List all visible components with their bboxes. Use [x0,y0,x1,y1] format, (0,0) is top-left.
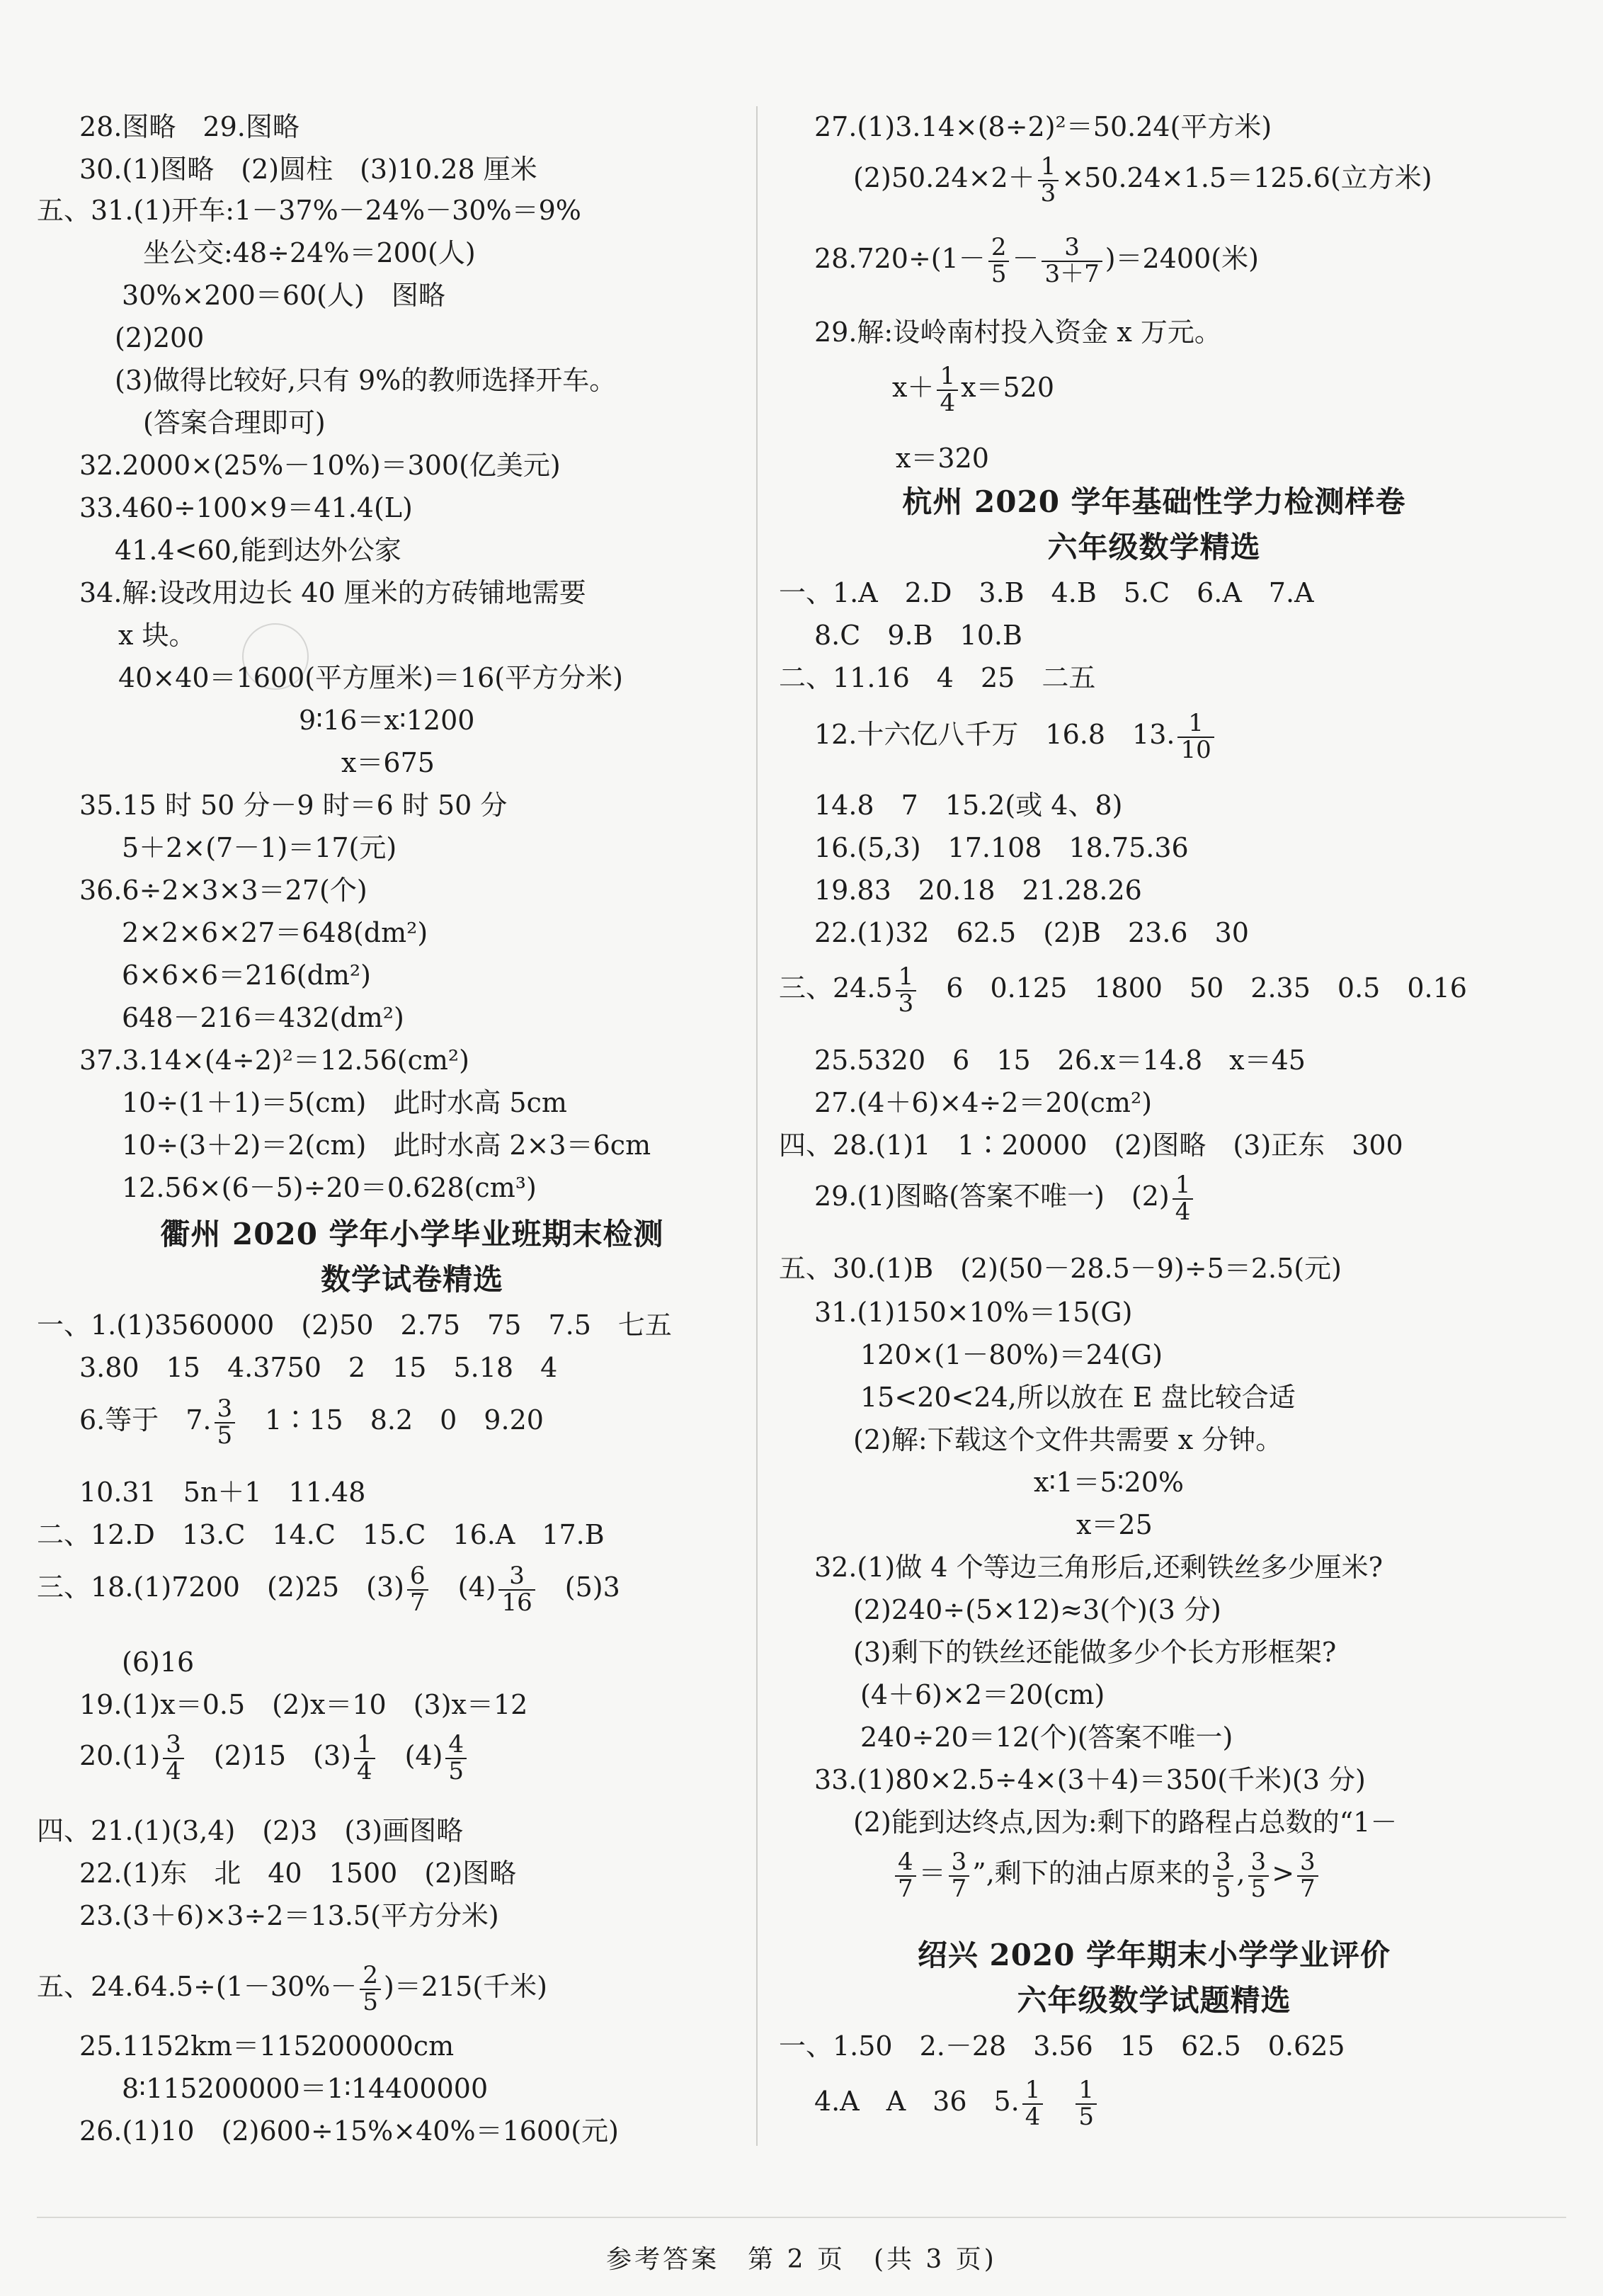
answer-line: 坐公交:48÷24%＝200(人) [143,237,476,268]
answer-line: 30.(1)图略 (2)圆柱 (3)10.28 厘米 [79,154,537,185]
fraction [1248,1850,1270,1902]
text: 五、24.64.5÷(1－30%－ [37,1971,358,2003]
numerator: 2 [988,235,1010,262]
answer-line: (2)解:下载这个文件共需要 x 分钟。 [853,1424,1283,1455]
answer-line: 15<20<24,所以放在 E 盘比较合适 [860,1382,1296,1413]
numerator: 1 [354,1732,375,1759]
answer-line: 33.460÷100×9＝41.4(L) [79,492,413,523]
numerator: 3 [1297,1850,1318,1877]
numerator: 3 [1213,1850,1234,1877]
text: 6.等于 7. [79,1404,212,1436]
answer-line-fraction [892,1850,1321,1902]
answer-line: 36.6÷2×3×3＝27(个) [79,875,367,906]
section-title: 衢州 2020 学年小学毕业班期末检测 [160,1217,664,1251]
fraction [1213,1850,1234,1902]
answer-line: 19.83 20.18 21.28.26 [814,875,1142,906]
text: 1∶15 8.2 0 9.20 [265,1404,544,1436]
denominator: 5 [1215,1874,1231,1903]
numerator: 3 [215,1397,236,1423]
text: (2)50.24×2＋ [853,162,1035,194]
section-subtitle: 数学试卷精选 [320,1262,503,1297]
fraction [949,1850,970,1902]
footer-rule [37,2217,1566,2218]
text: ×50.24×1.5＝125.6(立方米) [1061,162,1432,194]
answer-line: 一、1.A 2.D 3.B 4.B 5.C 6.A 7.A [779,577,1314,608]
denominator: 7 [951,1874,967,1903]
answer-line: 28.图略 29.图略 [79,111,300,142]
answer-line-fraction [814,235,1259,287]
denominator: 5 [448,1756,464,1785]
section-subtitle: 六年级数学精选 [1047,530,1261,564]
answer-line: 33.(1)80×2.5÷4×(3＋4)＝350(千米)(3 分) [814,1764,1366,1795]
fraction [354,1732,375,1784]
denominator: 5 [991,259,1007,288]
answer-line: 27.(4＋6)×4÷2＝20(cm²) [814,1087,1153,1118]
answer-line: (4＋6)×2＝20(cm) [860,1679,1105,1710]
fraction [1022,2078,1044,2130]
text: 4.A A 36 5. [814,2086,1020,2118]
answer-line: 27.(1)3.14×(8÷2)²＝50.24(平方米) [814,111,1272,142]
answer-line: x＝320 [896,443,989,474]
fraction [1076,2078,1097,2130]
answer-line: 32.(1)做 4 个等边三角形后,还剩铁丝多少厘米? [814,1552,1384,1583]
answer-line: 35.15 时 50 分－9 时＝6 时 50 分 [79,790,508,821]
numerator: 4 [445,1732,467,1759]
answer-line: (2)200 [115,322,205,353]
text: (4) [404,1740,443,1772]
answer-line: 5＋2×(7－1)＝17(元) [122,832,397,863]
answer-line: 6×6×6＝216(dm²) [122,960,371,991]
left-column [37,0,787,2195]
answer-line: 32.2000×(25%－10%)＝300(亿美元) [79,450,561,481]
answer-line-fraction [892,364,1054,416]
text: )＝2400(米) [1105,243,1259,275]
numerator: 1 [1173,1173,1194,1200]
fraction [988,235,1010,287]
fraction [407,1564,428,1615]
answer-line: x＝25 [1076,1509,1153,1540]
denominator: 5 [217,1421,233,1450]
answer-line-fraction [814,711,1217,763]
text: 三、18.(1)7200 (2)25 (3) [37,1572,404,1603]
denominator: 7 [898,1874,913,1903]
text: 12.十六亿八千万 16.8 13. [814,719,1175,751]
answer-line: 41.4<60,能到达外公家 [115,535,401,566]
numerator: 3 [1248,1850,1270,1877]
fraction [498,1564,535,1615]
denominator: 16 [501,1588,532,1617]
denominator: 4 [356,1756,372,1785]
text: － [1012,243,1039,275]
fraction [1177,711,1214,763]
answer-line: 30%×200＝60(人) 图略 [122,280,445,311]
denominator: 3 [898,989,914,1018]
denominator: 10 [1180,735,1211,764]
text: ＝ [918,1858,946,1889]
denominator: 4 [166,1756,181,1785]
page-footer: 参考答案 第 2 页 (共 3 页) [606,2245,997,2274]
numerator: 3 [949,1850,970,1877]
denominator: 5 [1250,1874,1267,1903]
fraction [215,1394,236,1450]
answer-line: (3)做得比较好,只有 9%的教师选择开车。 [115,365,617,396]
answer-line: 五、30.(1)B (2)(50－28.5－9)÷5＝2.5(元) [779,1253,1342,1284]
answer-line: 10÷(3＋2)＝2(cm) 此时水高 2×3＝6cm [122,1130,651,1161]
numerator: 1 [1076,2078,1097,2105]
answer-line-fraction [79,1732,469,1784]
text: 三、24.5 [779,972,893,1004]
fraction [895,1850,916,1902]
answer-line: 二、11.16 4 25 二五 [779,662,1096,693]
answer-line: 四、28.(1)1 1∶20000 (2)图略 (3)正东 300 [779,1130,1403,1161]
answer-line: 29.解:设岭南村投入资金 x 万元。 [814,317,1221,348]
right-column [779,0,1529,2195]
answer-line: (2)能到达终点,因为:剩下的路程占总数的“1－ [853,1807,1398,1838]
answer-line: 9∶16＝x∶1200 [299,705,475,736]
answer-line: (2)240÷(5×12)≈3(个)(3 分) [853,1594,1221,1625]
answer-line: 12.56×(6－5)÷20＝0.628(cm³) [122,1172,537,1203]
answer-line-fraction [37,1564,620,1615]
denominator: 5 [363,1987,378,2016]
answer-line: (答案合理即可) [143,407,326,438]
denominator: 3 [1040,178,1056,208]
answer-line: 二、12.D 13.C 14.C 15.C 16.A 17.B [37,1519,605,1550]
answer-line: 26.(1)10 (2)600÷15%×40%＝1600(元) [79,2115,619,2147]
text: , [1236,1858,1245,1889]
text: ＝215(千米) [394,1971,548,2003]
answer-line: 25.1152km＝115200000cm [79,2030,455,2062]
denominator: 7 [1300,1874,1316,1903]
text: 28.720÷(1－ [814,243,986,275]
answer-line: 240÷20＝12(个)(答案不唯一) [860,1722,1233,1753]
numerator: 6 [407,1564,428,1591]
answer-line: 31.(1)150×10%＝15(G) [814,1297,1133,1328]
answer-line: 8∶115200000＝1∶14400000 [122,2073,489,2104]
text: x＋ [892,372,935,404]
text: 6 0.125 1800 50 2.35 0.5 0.16 [946,972,1467,1004]
answer-line-fraction [814,2078,1100,2130]
numerator: 3 [163,1732,184,1759]
fraction [360,1963,381,2015]
section-title: 杭州 2020 学年基础性学力检测样卷 [902,484,1406,519]
answer-line: 一、1.50 2.－28 3.56 15 62.5 0.625 [779,2030,1345,2062]
numerator: 2 [360,1963,381,1990]
fraction [1038,154,1059,206]
numerator: 1 [1038,154,1059,181]
fraction [1173,1173,1194,1224]
numerator: 1 [1177,711,1214,738]
numerator: 1 [896,965,917,991]
answer-line: 19.(1)x＝0.5 (2)x＝10 (3)x＝12 [79,1689,528,1720]
answer-line: 34.解:设改用边长 40 厘米的方砖铺地需要 [79,577,586,608]
text: (5)3 [564,1572,620,1603]
text: ”,剩下的油占原来的 [972,1858,1210,1889]
answer-line: x∶1＝5∶20% [1034,1467,1185,1498]
answer-line: 25.5320 6 15 26.x＝14.8 x＝45 [814,1045,1306,1076]
numerator: 1 [1022,2078,1044,2105]
answer-line: (6)16 [122,1647,195,1678]
fraction [163,1732,184,1784]
answer-line: 22.(1)32 62.5 (2)B 23.6 30 [814,917,1249,948]
numerator: 4 [895,1850,916,1877]
answer-line: 16.(5,3) 17.108 18.75.36 [814,832,1189,863]
answer-line: 23.(3＋6)×3÷2＝13.5(平方分米) [79,1900,499,1931]
answer-line: 五、31.(1)开车:1－37%－24%－30%＝9% [37,195,581,226]
fraction [1297,1850,1318,1902]
denominator: 4 [1025,2102,1041,2131]
numerator: 3 [1042,235,1102,262]
answer-line: 120×(1－80%)＝24(G) [860,1339,1163,1370]
answer-line: 一、1.(1)3560000 (2)50 2.75 75 7.5 七五 [37,1309,672,1341]
answer-line: (3)剩下的铁丝还能做多少个长方形框架? [853,1637,1337,1668]
answer-line: 14.8 7 15.2(或 4、8) [814,790,1123,821]
numerator: 1 [937,364,958,391]
text: (2)15 (3) [213,1740,351,1772]
fraction [896,962,917,1018]
denominator: 3＋7 [1044,259,1100,288]
answer-line: 37.3.14×(4÷2)²＝12.56(cm²) [79,1045,469,1076]
answer-line-fraction [779,962,1467,1018]
answer-line: 8.C 9.B 10.B [814,620,1022,651]
fraction [1042,235,1102,287]
answer-line: 648－216＝432(dm²) [122,1002,404,1033]
answer-line: x＝675 [341,747,435,778]
denominator: 4 [1175,1197,1191,1226]
section-subtitle: 六年级数学试题精选 [1017,1983,1291,2018]
fraction [445,1732,467,1784]
denominator: 7 [409,1588,426,1617]
denominator: 5 [1078,2102,1095,2131]
answer-line-fraction [853,154,1432,206]
section-title: 绍兴 2020 学年期末小学学业评价 [917,1938,1391,1972]
text: ) [384,1971,394,2003]
numerator: 3 [498,1564,535,1591]
text: x＝520 [961,372,1055,404]
text: 20.(1) [79,1740,161,1772]
answer-line: 40×40＝1600(平方厘米)＝16(平方分米) [118,662,623,693]
answer-line-fraction [814,1173,1196,1224]
text: 29.(1)图略(答案不唯一) (2) [814,1181,1170,1212]
answer-line-fraction [79,1394,544,1450]
answer-line: 10.31 5n＋1 11.48 [79,1477,366,1508]
text: (4) [457,1572,496,1603]
answer-line-fraction [37,1963,547,2015]
answer-line: 3.80 15 4.3750 2 15 5.18 4 [79,1352,558,1383]
answer-line: 2×2×6×27＝648(dm²) [122,917,428,948]
answer-line: x 块。 [118,620,196,651]
answer-line: 10÷(1＋1)＝5(cm) 此时水高 5cm [122,1087,567,1118]
answer-line: 22.(1)东 北 40 1500 (2)图略 [79,1858,517,1889]
text: > [1272,1858,1295,1889]
denominator: 4 [940,388,956,417]
answer-line: 四、21.(1)(3,4) (2)3 (3)画图略 [37,1815,464,1846]
fraction [937,364,958,416]
